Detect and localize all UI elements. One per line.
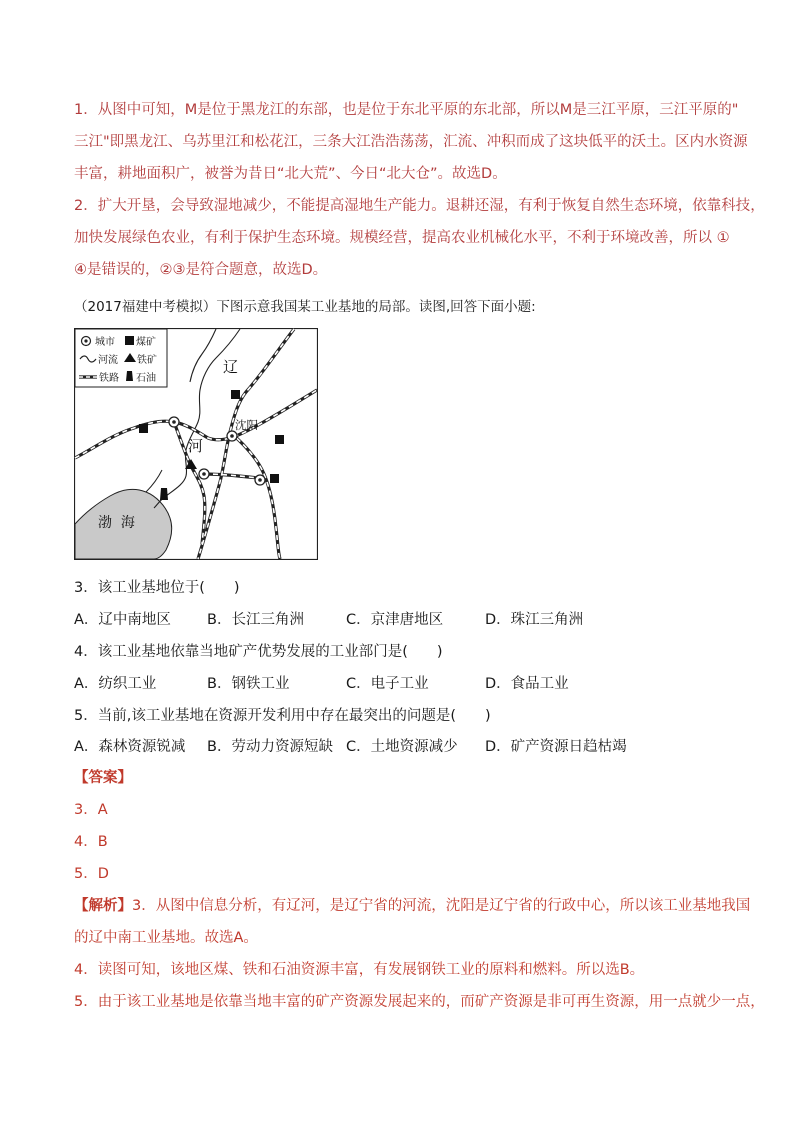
legend-oil: 石油: [136, 373, 156, 384]
industrial-base-map: [74, 328, 318, 560]
question-intro: （2017福建中考模拟）下图示意我国某工业基地的局部。读图,回答下面小题:: [74, 299, 536, 315]
q3-option-c[interactable]: C．京津唐地区: [346, 612, 444, 628]
analysis-text-1: 3．从图中信息分析，有辽河，是辽宁省的河流，沈阳是辽宁省的行政中心，所以该工业基地我国: [132, 898, 751, 914]
explanation-line-4: 2．扩大开垦，会导致湿地减少，不能提高湿地生产能力。退耕还湿，有利于恢复自然生态环境，依靠科技，: [74, 198, 765, 214]
q3-option-a[interactable]: A．辽中南地区: [74, 612, 171, 628]
q3-option-b[interactable]: B．长江三角洲: [207, 612, 304, 628]
answer-3: 3．A: [74, 802, 108, 818]
analysis-header: 【解析】: [74, 898, 132, 914]
q3-option-d[interactable]: D．珠江三角洲: [485, 612, 584, 628]
map-legend: [75, 329, 167, 387]
explanation-line-2: 三江"即黑龙江、乌苏里江和松花江，三条大江浩浩荡荡，汇流、冲积而成了这块低平的沃土。区内水资源: [74, 134, 748, 150]
label-bohai: 渤 海: [98, 515, 135, 531]
legend-river: 河流: [98, 355, 118, 366]
legend-coal: 煤矿: [136, 337, 156, 348]
analysis-line-1: [74, 896, 750, 916]
explanation-line-6: ④是错误的，②③是符合题意，故选D。: [74, 262, 328, 278]
explanation-line-5: 加快发展绿色农业，有利于保护生态环境。规模经营，提高农业机械化水平，不利于环境改善，所以 ①: [74, 230, 730, 246]
legend-iron: 铁矿: [137, 355, 157, 366]
q4-option-b[interactable]: B．钢铁工业: [207, 676, 290, 692]
explanation-line-3: 丰富，耕地面积广，被誉为昔日“北大荒”、今日“北大仓”。故选D。: [74, 166, 507, 182]
legend-railway: 铁路: [99, 373, 119, 384]
answer-4: 4．B: [74, 834, 108, 850]
analysis-line-2: 的辽中南工业基地。故选A。: [74, 930, 258, 946]
q5-option-a[interactable]: A．森林资源锐减: [74, 739, 186, 755]
answer-header: 【答案】: [74, 770, 132, 786]
explanation-line-1: 1．从图中可知，M是位于黑龙江的东部，也是位于东北平原的东北部，所以M是三江平原，三江平原的": [74, 102, 739, 118]
q4-option-a[interactable]: A．纺织工业: [74, 676, 157, 692]
question-3-stem: 3．该工业基地位于( ): [74, 580, 240, 596]
analysis-line-4: 5．由于该工业基地是依靠当地丰富的矿产资源发展起来的，而矿产资源是非可再生资源，用一点就少一点，: [74, 994, 765, 1010]
label-liao: 辽: [223, 358, 239, 376]
q4-option-c[interactable]: C．电子工业: [346, 676, 429, 692]
question-5-stem: 5．当前,该工业基地在资源开发利用中存在最突出的问题是( ): [74, 708, 491, 724]
legend-city: 城市: [95, 337, 115, 348]
analysis-line-3: 4．读图可知，该地区煤、铁和石油资源丰富，有发展钢铁工业的原料和燃料。所以选B。: [74, 962, 645, 978]
label-he: 河: [188, 437, 204, 455]
q4-option-d[interactable]: D．食品工业: [485, 676, 569, 692]
answer-5: 5．D: [74, 866, 109, 882]
q5-option-b[interactable]: B．劳动力资源短缺: [207, 739, 333, 755]
q5-option-c[interactable]: C．土地资源减少: [346, 739, 458, 755]
label-shenyang: 沈阳: [235, 418, 258, 432]
q5-option-d[interactable]: D．矿产资源日趋枯竭: [485, 739, 627, 755]
oil-marker: [160, 488, 168, 500]
question-4-stem: 4．该工业基地依靠当地矿产优势发展的工业部门是( ): [74, 644, 443, 660]
